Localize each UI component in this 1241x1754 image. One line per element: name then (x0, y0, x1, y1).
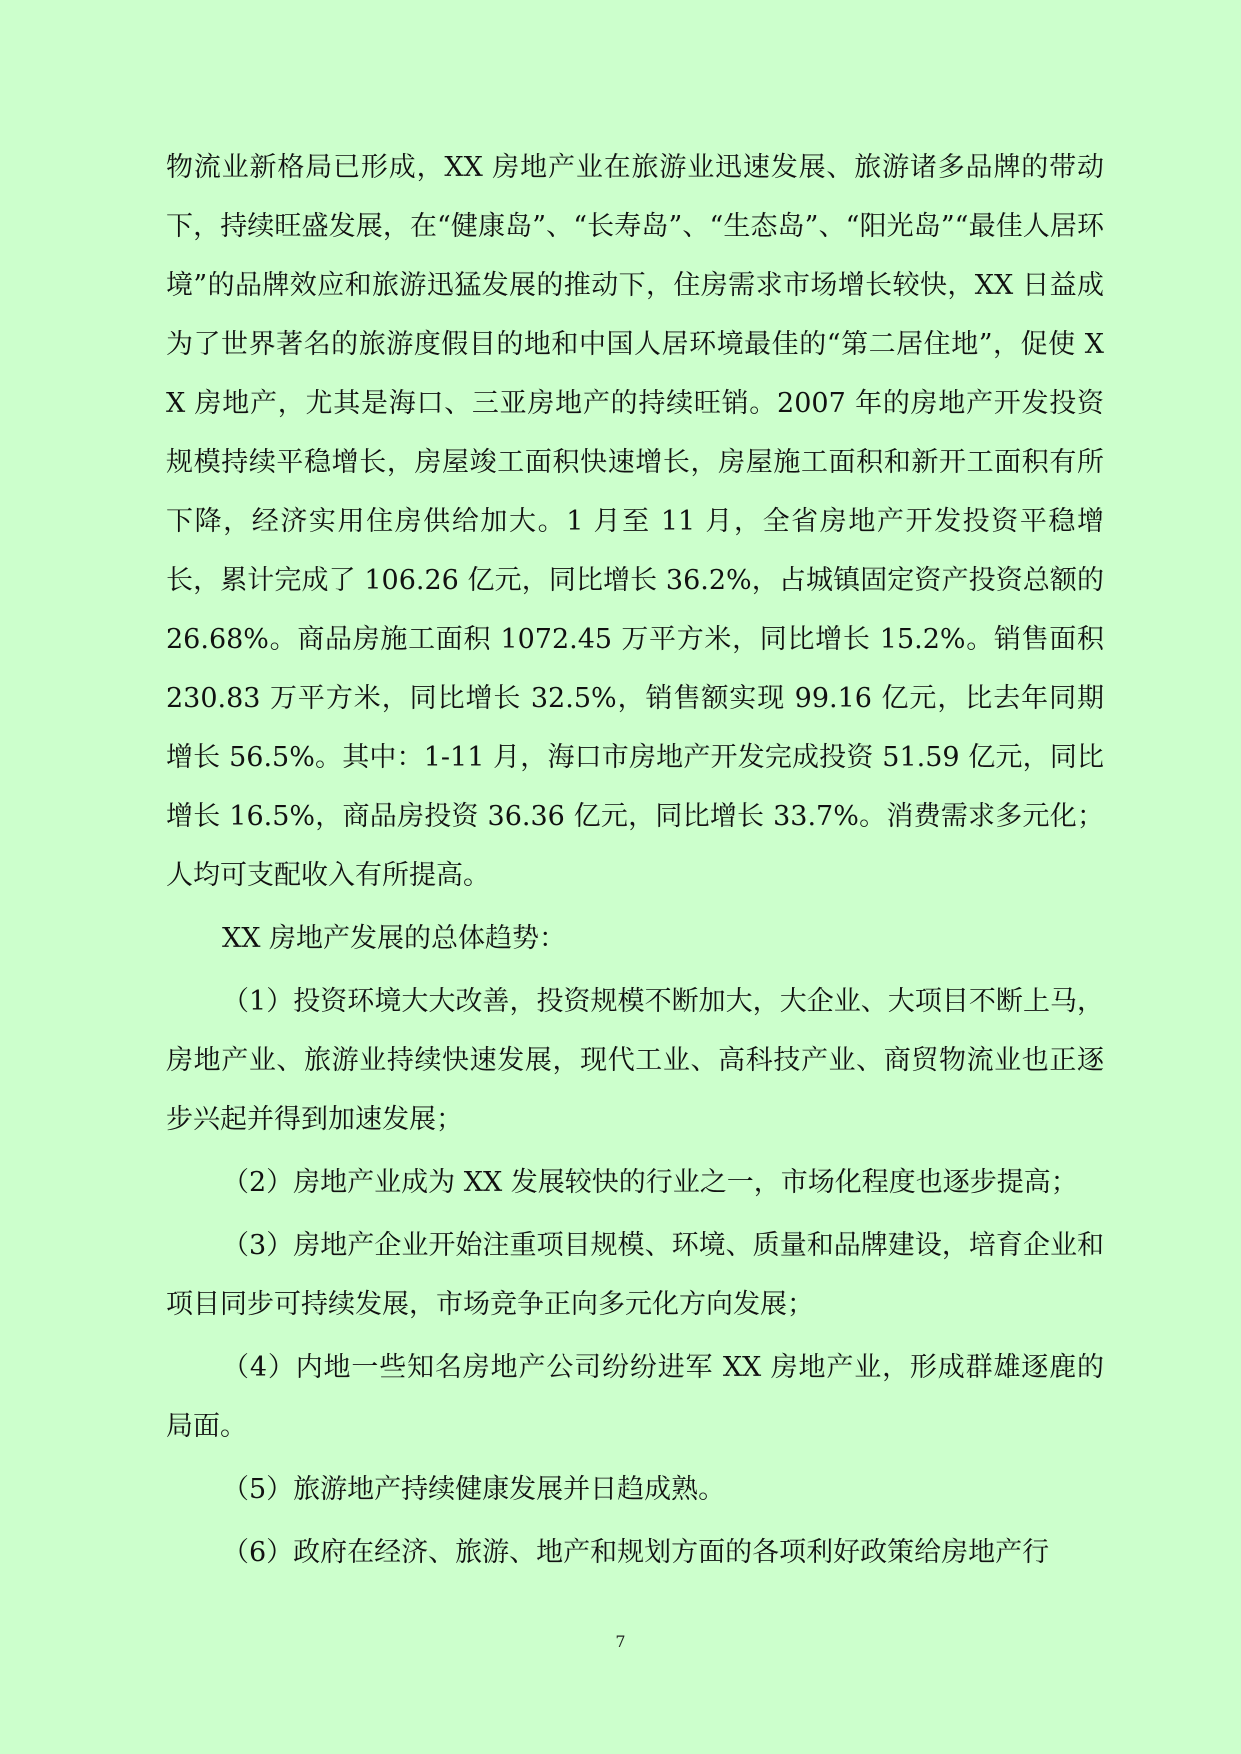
paragraph-trend-1: （1）投资环境大大改善，投资规模不断加大，大企业、大项目不断上马，房地产业、旅游业持续快速发展，现代工业、高科技产业、商贸物流业也正逐步兴起并得到加速发展； (166, 986, 1104, 1135)
paragraph-trend-heading: XX 房地产发展的总体趋势： (222, 923, 567, 954)
document-body (166, 138, 1104, 1582)
paragraph-trend-5: （5）旅游地产持续健康发展并日趋成熟。 (222, 1474, 726, 1505)
paragraph-trend-2: （2）房地产业成为 XX 发展较快的行业之一，市场化程度也逐步提高； (222, 1167, 1078, 1198)
paragraph-intro: 物流业新格局已形成，XX 房地产业在旅游业迅速发展、旅游诸多品牌的带动下，持续旺盛发展，在“健康岛”、“长寿岛”、“生态岛”、“阳光岛”“最佳人居环境”的品牌效应和旅游迅猛发展的推动下，住房需求市场增长较快，XX 日益成为了世界著名的旅游度假目的地和中国人居环境最佳的“第二居住地”，促使 XX 房地产，尤其是海口、三亚房地产的持续旺销。2007 年的房地产开发投资规模持续平稳增长，房屋竣工面积快速增长，房屋施工面积和新开工面积有所下降，经济实用住房供给加大。1 月至 11 月，全省房地产开发投资平稳增长，累计完成了 106.26 亿元，同比增长 36.2%，占城镇固定资产投资总额的 26.68%。商品房施工面积 1072.45 万平方米，同比增长 15.2%。销售面积 230.83 万平方米，同比增长 32.5%，销售额实现 99.16 亿元，比去年同期增长 56.5%。其中：1-11 月，海口市房地产开发完成投资 51.59 亿元，同比增长 16.5%，商品房投资 36.36 亿元，同比增长 33.7%。消费需求多元化；人均可支配收入有所提高。 (166, 152, 1104, 891)
paragraph-trend-3: （3）房地产企业开始注重项目规模、环境、质量和品牌建设，培育企业和项目同步可持续发展，市场竞争正向多元化方向发展； (166, 1230, 1104, 1320)
paragraph-trend-6: （6）政府在经济、旅游、地产和规划方面的各项利好政策给房地产行 (222, 1537, 1050, 1568)
page-number: 7 (615, 1632, 626, 1651)
paragraph-trend-4: （4）内地一些知名房地产公司纷纷进军 XX 房地产业，形成群雄逐鹿的局面。 (166, 1352, 1104, 1442)
